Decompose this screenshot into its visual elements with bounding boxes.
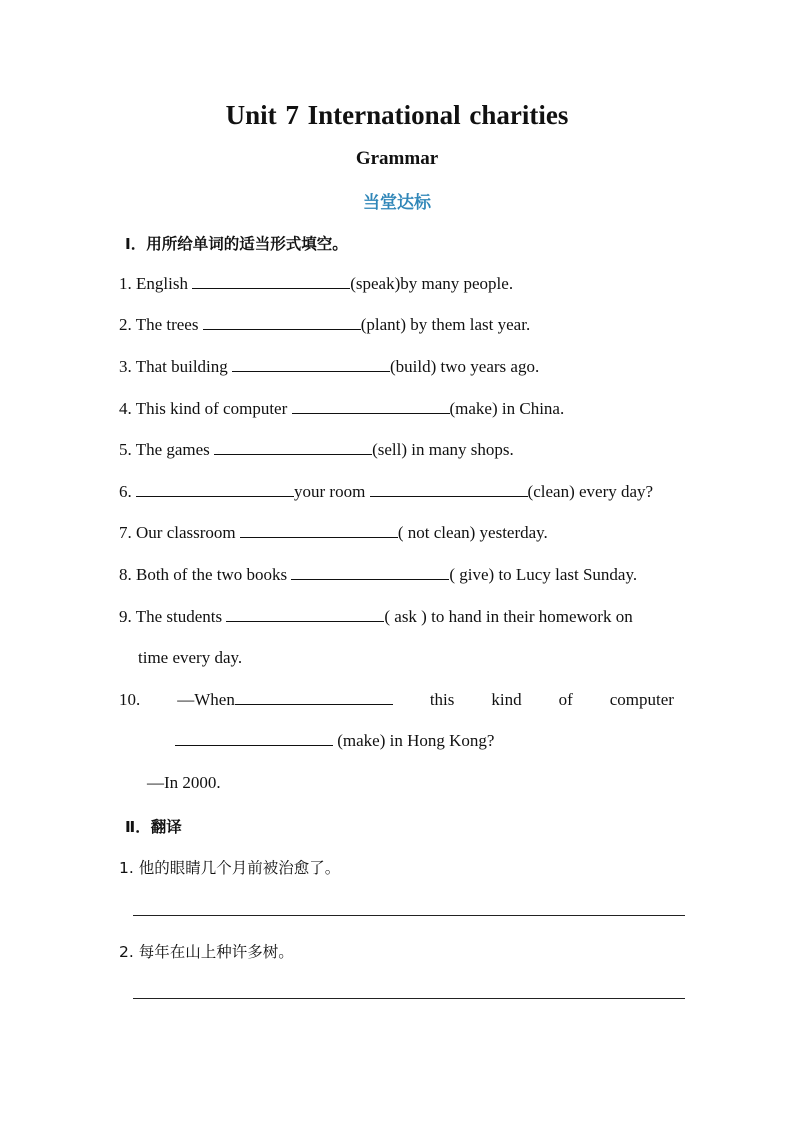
translation-answer-line-1[interactable] xyxy=(133,915,685,916)
question-8: 8. Both of the two books ( give) to Lucy last Sunday. xyxy=(119,565,638,584)
answer-blank[interactable] xyxy=(192,274,350,289)
question-4: 4. This kind of computer (make) in China. xyxy=(119,399,565,418)
answer-blank[interactable] xyxy=(235,690,393,705)
page-subtitle: Grammar xyxy=(355,148,439,169)
part1-heading: Ⅰ．用所给单词的适当形式填空。 xyxy=(125,235,348,253)
translation-question-2: 2. 每年在山上种许多树。 xyxy=(119,943,294,961)
question-3: 3. That building (build) two years ago. xyxy=(119,357,540,376)
answer-blank[interactable] xyxy=(232,357,390,372)
question-2: 2. The trees (plant) by them last year. xyxy=(119,315,531,334)
question-1: 1. English (speak)by many people. xyxy=(119,274,514,293)
question-10-answer: —In 2000. xyxy=(147,773,221,792)
question-6: 6. your room (clean) every day? xyxy=(119,482,654,501)
page-title: Unit 7 International charities xyxy=(225,100,569,130)
question-5: 5. The games (sell) in many shops. xyxy=(119,440,514,459)
answer-blank[interactable] xyxy=(292,399,450,414)
answer-blank[interactable] xyxy=(214,440,372,455)
translation-answer-line-2[interactable] xyxy=(133,998,685,999)
translation-question-1: 1. 他的眼睛几个月前被治愈了。 xyxy=(119,859,341,877)
answer-blank[interactable] xyxy=(226,607,384,622)
question-10: 10. —When this kind of computer xyxy=(119,690,674,709)
question-7: 7. Our classroom ( not clean) yesterday. xyxy=(119,523,548,542)
answer-blank[interactable] xyxy=(203,315,361,330)
section-tag: 当堂达标 xyxy=(363,193,431,213)
answer-blank[interactable] xyxy=(370,482,528,497)
answer-blank[interactable] xyxy=(240,523,398,538)
question-10-continuation: (make) in Hong Kong? xyxy=(175,731,494,751)
answer-blank[interactable] xyxy=(175,731,333,746)
part2-heading: Ⅱ．翻译 xyxy=(125,818,182,836)
question-9-continuation: time every day. xyxy=(138,648,243,667)
answer-blank[interactable] xyxy=(136,482,294,497)
question-9: 9. The students ( ask ) to hand in their homework on xyxy=(119,607,633,626)
answer-blank[interactable] xyxy=(291,565,449,580)
